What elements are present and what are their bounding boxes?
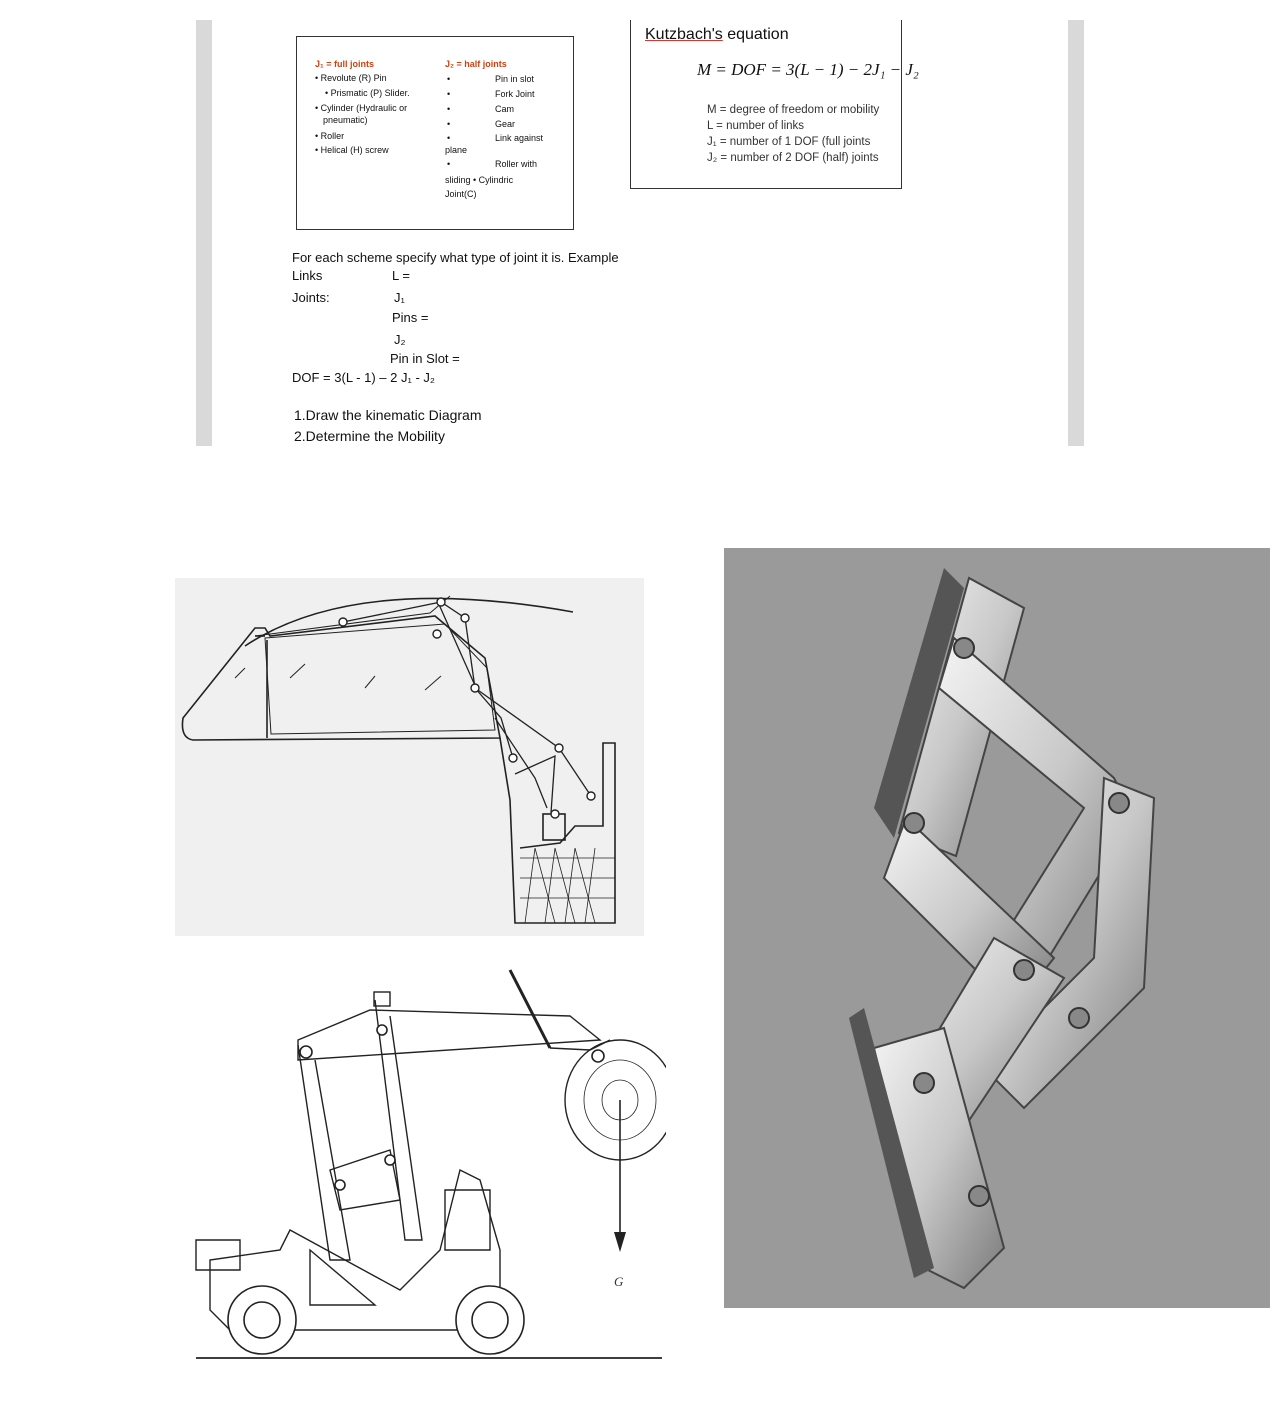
right-scroll-border [1068, 20, 1084, 446]
j1-item: pneumatic) [323, 115, 368, 125]
j2-item: Cam [495, 104, 515, 114]
definition-l: L = number of links [707, 120, 805, 132]
bullet: • [447, 159, 451, 169]
left-scroll-border [196, 20, 212, 446]
dof-formula: DOF = 3(L - 1) – 2 J₁ - J₂ [292, 370, 435, 385]
j2-item: Fork Joint [495, 89, 535, 99]
j2-item: Gear [495, 119, 516, 129]
convertible-roof-figure [175, 578, 644, 936]
joint-types-table [296, 36, 574, 230]
j2-item: Roller with [495, 159, 538, 169]
definition-j1: J₁ = number of 1 DOF (full joints [707, 136, 871, 148]
j2-item: Joint(C) [445, 189, 477, 199]
convertible-roof-drawing [175, 578, 644, 936]
step-2: 2.Determine the Mobility [294, 428, 445, 444]
kutzbach-title [645, 26, 789, 44]
j2-item: Pin in slot [495, 74, 535, 84]
step-1: 1.Draw the kinematic Diagram [294, 407, 482, 423]
bullet: • [447, 133, 451, 143]
j2-header: J₂ = half joints [445, 59, 507, 69]
kutzbach-equation: M = DOF = 3(L − 1) − 2J₁ − J₂ [697, 60, 919, 79]
j2-item: plane [445, 145, 468, 155]
pin-in-slot-label: Pin in Slot = [390, 351, 460, 366]
j2-item: sliding • Cylindric [445, 175, 514, 185]
j1-item: • Roller [315, 131, 345, 141]
j2-label: J₂ [394, 332, 406, 347]
kutzbach-box [630, 20, 919, 189]
bullet: • [447, 74, 451, 84]
joints-label: Joints: [292, 290, 330, 305]
j1-item: • Prismatic (P) Slider. [325, 88, 410, 98]
kutzbach-title-rest: equation [722, 26, 789, 43]
hinge-photo [724, 548, 1270, 1308]
task-intro: For each scheme specify what type of joint it is. Example [292, 250, 619, 265]
hinge-drawing [724, 548, 1270, 1308]
j1-item: • Cylinder (Hydraulic or [315, 103, 408, 113]
j1-label: J₁ [394, 290, 405, 305]
j2-item: Link against [495, 133, 544, 143]
definition-m: M = degree of freedom or mobility [707, 104, 880, 116]
bullet: • [447, 89, 451, 99]
j1-item: • Helical (H) screw [315, 145, 389, 155]
log-loader-drawing [190, 960, 666, 1362]
definition-j2: J₂ = number of 2 DOF (half) joints [707, 152, 879, 164]
links-value: L = [392, 268, 410, 283]
bullet: • [447, 119, 451, 129]
j1-item: • Revolute (R) Pin [315, 73, 387, 83]
kutzbach-title-underlined: Kutzbach's [645, 26, 723, 43]
links-label: Links [292, 268, 323, 283]
j1-header: J₁ = full joints [315, 59, 374, 69]
load-label: G [614, 1274, 624, 1289]
pins-label: Pins = [392, 310, 429, 325]
log-loader-figure [190, 960, 666, 1362]
bullet: • [447, 104, 451, 114]
